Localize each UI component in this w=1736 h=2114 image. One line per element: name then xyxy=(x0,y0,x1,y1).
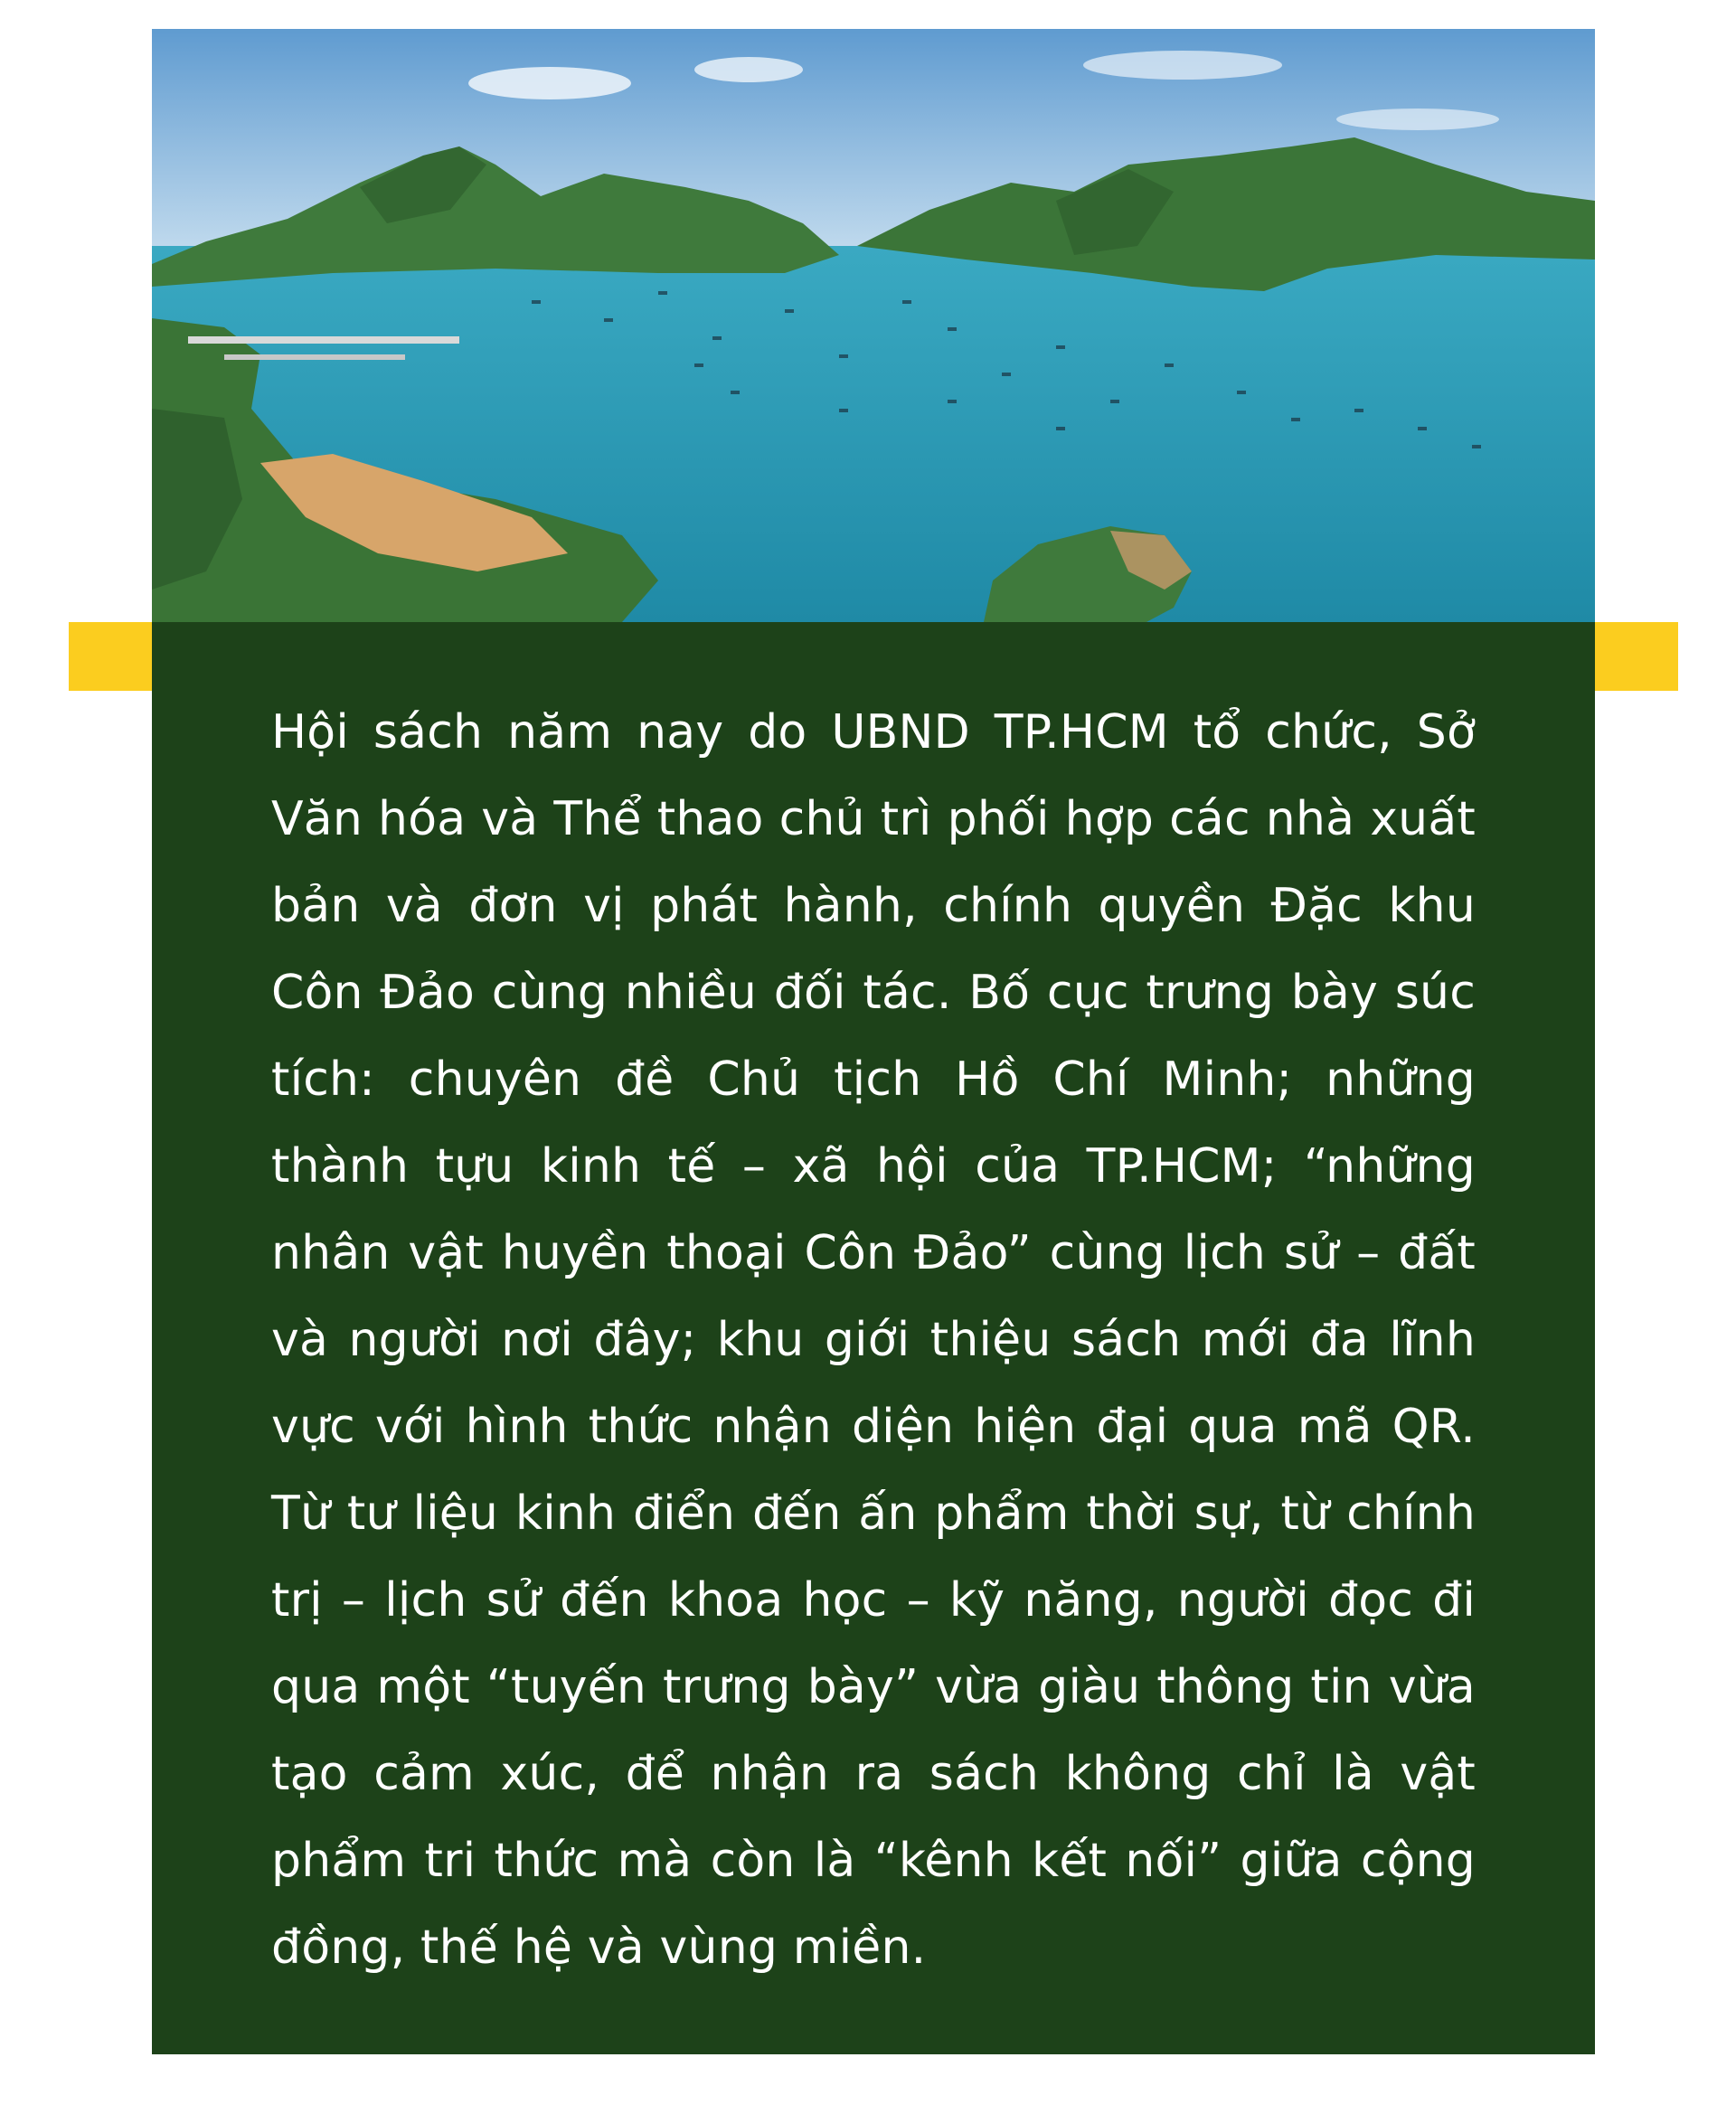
island-bay-photo xyxy=(152,29,1595,622)
island-bay-aerial-photo-icon xyxy=(152,29,1595,622)
body-paragraph: Hội sách năm nay do UBND TP.HCM tổ chức, Sở Văn hóa và Thể thao chủ trì phối hợp các nhà xuất bản và đơn vị phát hành, chính quyền Đặc khu Côn Đảo cùng nhiều đối tác. Bố cục trưng bày súc tích: chuyên đề Chủ tịch Hồ Chí Minh; những thành tựu kinh tế – xã hội của TP.HCM; “những nhân vật huyền thoại Côn Đảo” cùng lịch sử – đất và người nơi đây; khu giới thiệu sách mới đa lĩnh vực với hình thức nhận diện hiện đại qua mã QR. Từ tư liệu kinh điển đến ấn phẩm thời sự, từ chính trị – lịch sử đến khoa học – kỹ năng, người đọc đi qua một “tuyến trưng bày” vừa giàu thông tin vừa tạo cảm xúc, để nhận ra sách không chỉ là vật phẩm tri thức mà còn là “kênh kết nối” giữa cộng đồng, thế hệ và vùng miền. xyxy=(271,705,1476,1975)
accent-bar-left xyxy=(69,622,152,691)
accent-bar-right xyxy=(1595,622,1678,691)
